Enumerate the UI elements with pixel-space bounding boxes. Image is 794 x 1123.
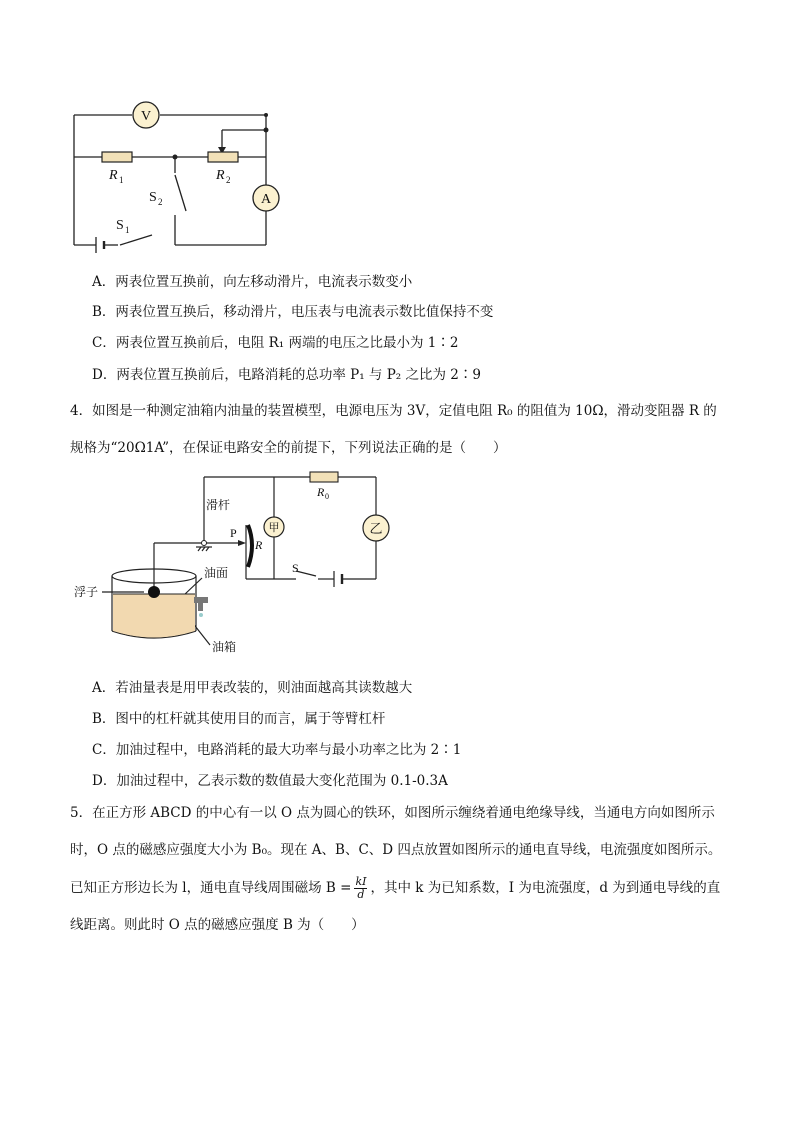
p-label: P	[230, 526, 237, 540]
q5-stem-line2: 时，O 点的磁感应强度大小为 B₀。现在 A、B、C、D 四点放置如图所示的通电直导线，电流强度如图所示。	[70, 842, 722, 858]
ammeter-label: A	[260, 192, 272, 207]
q5-stem-line3-start: 已知正方形边长为 l，通电直导线周围磁场 B =	[70, 880, 352, 896]
q4-option-d: D．加油过程中，乙表示数的数值最大变化范围为 0.1-0.3A	[92, 773, 448, 789]
float-label: 浮子	[74, 585, 99, 599]
q3-option-b: B．两表位置互换后，移动滑片，电压表与电流表示数比值保持不变	[92, 304, 494, 320]
q4-option-c: C．加油过程中，电路消耗的最大功率与最小功率之比为 2∶1	[92, 742, 462, 758]
oil-gauge-diagram	[70, 465, 390, 660]
q5-stem-line1: 5．在正方形 ABCD 的中心有一以 O 点为圆心的铁环，如图所示缠绕着通电绝缘导线，当通电方向如图所示	[70, 805, 715, 821]
s2-label: S	[149, 190, 157, 205]
formula-fraction	[354, 876, 367, 901]
q3-option-a: A．两表位置互换前，向左移动滑片，电流表示数变小	[92, 274, 413, 290]
q3-option-c: C．两表位置互换前后，电阻 R₁ 两端的电压之比最小为 1∶2	[92, 335, 459, 351]
voltmeter-label: V	[140, 109, 152, 124]
switch-s-label: S	[292, 561, 299, 575]
meter-yi-label: 乙	[369, 521, 383, 536]
r0-label: R	[317, 485, 325, 499]
s2-subscript: 2	[158, 197, 163, 207]
q4-stem-line2: 规格为“20Ω1A”，在保证电路安全的前提下，下列说法正确的是（ ）	[70, 440, 507, 456]
q5-stem-line4: 线距离。则此时 O 点的磁感应强度 B 为（ ）	[70, 917, 365, 933]
r2-subscript: 2	[226, 175, 231, 185]
r-label: R	[255, 538, 263, 552]
oil-surface-label: 油面	[204, 566, 229, 580]
formula-numerator: kI	[355, 875, 367, 888]
r0-subscript: 0	[325, 492, 329, 501]
circuit-diagram-1	[60, 95, 300, 255]
s1-label: S	[116, 218, 124, 233]
q5-stem-line3	[70, 876, 720, 901]
r2-label: R	[216, 168, 225, 183]
q4-stem-line1: 4．如图是一种测定油箱内油量的装置模型，电源电压为 3V，定值电阻 R₀ 的阻值为 10Ω，滑动变阻器 R 的	[70, 403, 717, 419]
meter-jia-label: 甲	[268, 522, 280, 534]
lever-label: 滑杆	[206, 498, 231, 512]
q4-option-b: B．图中的杠杆就其使用目的而言，属于等臂杠杆	[92, 711, 386, 727]
q5-stem-line3-end: ，其中 k 为已知系数，I 为电流强度，d 为到通电导线的直	[370, 880, 721, 896]
q4-option-a: A．若油量表是用甲表改装的，则油面越高其读数越大	[92, 680, 413, 696]
formula-denominator: d	[357, 888, 365, 901]
tank-label: 油箱	[212, 640, 237, 654]
s1-subscript: 1	[125, 225, 130, 235]
r1-subscript: 1	[119, 175, 124, 185]
r1-label: R	[109, 168, 118, 183]
q3-option-d: D．两表位置互换前后，电路消耗的总功率 P₁ 与 P₂ 之比为 2∶9	[92, 367, 481, 383]
